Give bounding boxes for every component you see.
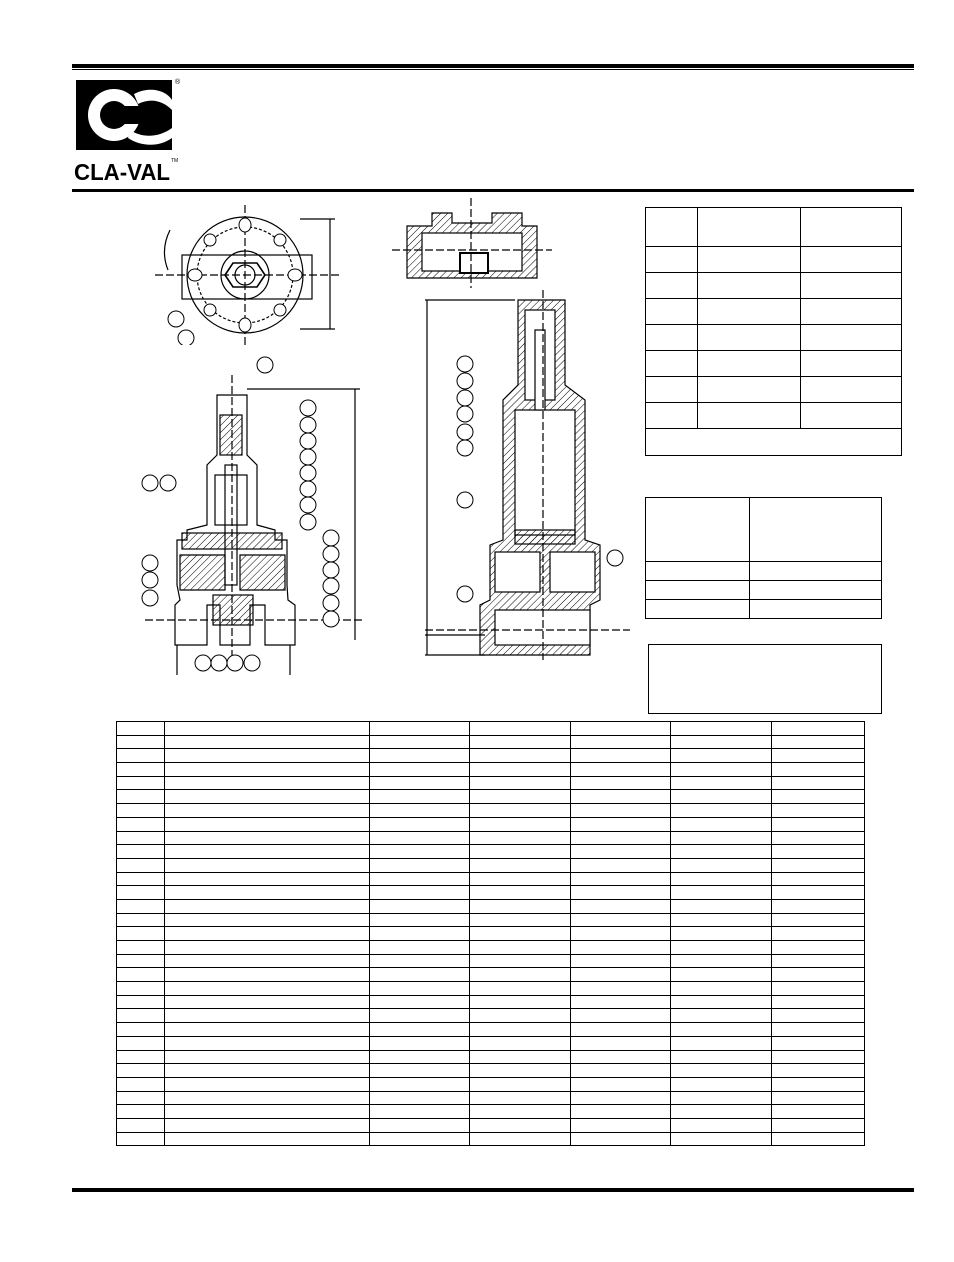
table-cell (470, 845, 571, 859)
table-cell (571, 1023, 671, 1037)
table-cell (671, 1091, 772, 1105)
table-cell (165, 927, 370, 941)
table-cell (470, 913, 571, 927)
footer-rule (72, 1188, 914, 1192)
table-cell (772, 1050, 865, 1064)
table-cell (165, 1091, 370, 1105)
table-cell (772, 749, 865, 763)
table-row (117, 749, 865, 763)
table-cell (571, 831, 671, 845)
table-cell (117, 763, 165, 777)
table-cell (470, 954, 571, 968)
table-cell (165, 899, 370, 913)
table-row (117, 1118, 865, 1132)
table-cell (671, 722, 772, 736)
table-cell (470, 899, 571, 913)
table-cell (571, 1050, 671, 1064)
table-row (117, 941, 865, 955)
table-cell (165, 749, 370, 763)
table-cell (117, 804, 165, 818)
table-cell (671, 817, 772, 831)
table-cell (370, 927, 470, 941)
table-cell (370, 1009, 470, 1023)
table-cell (165, 1009, 370, 1023)
table-row (117, 1105, 865, 1119)
table-cell (772, 735, 865, 749)
table-cell (470, 995, 571, 1009)
table-cell (117, 886, 165, 900)
table-cell (772, 913, 865, 927)
table-row (117, 845, 865, 859)
table-cell (370, 941, 470, 955)
table-cell (117, 995, 165, 1009)
table-cell (370, 735, 470, 749)
table-cell (117, 831, 165, 845)
table-cell (671, 1036, 772, 1050)
table-cell (165, 995, 370, 1009)
table-cell (671, 1118, 772, 1132)
table-cell (671, 899, 772, 913)
table-cell (772, 954, 865, 968)
table-cell (470, 968, 571, 982)
table-cell (470, 831, 571, 845)
table-row (117, 954, 865, 968)
table-cell (772, 1064, 865, 1078)
table-cell (370, 982, 470, 996)
table-cell (117, 982, 165, 996)
table-cell (165, 872, 370, 886)
table-cell (571, 913, 671, 927)
table-cell (470, 735, 571, 749)
svg-text:TM: TM (171, 158, 179, 164)
table-cell (571, 722, 671, 736)
callout-circle (168, 311, 184, 327)
table-cell (117, 927, 165, 941)
table-cell (571, 995, 671, 1009)
table-cell (772, 1105, 865, 1119)
table-cell (165, 1105, 370, 1119)
table-row (117, 858, 865, 872)
table-cell (772, 1132, 865, 1146)
cla-val-logo (74, 76, 186, 186)
table-cell (117, 1105, 165, 1119)
table-cell (470, 941, 571, 955)
table-cell (671, 845, 772, 859)
valve-section-view-right-drawing (415, 290, 630, 660)
table-row (117, 968, 865, 982)
table-cell (772, 982, 865, 996)
table-row (117, 1132, 865, 1146)
table-cell (772, 831, 865, 845)
table-cell (571, 735, 671, 749)
table-cell (671, 776, 772, 790)
table-cell (470, 872, 571, 886)
table-cell (571, 845, 671, 859)
table-cell (671, 763, 772, 777)
table-cell (165, 982, 370, 996)
valve-port-view-drawing (392, 198, 552, 288)
table-cell (671, 872, 772, 886)
table-cell (117, 1009, 165, 1023)
table-cell (165, 941, 370, 955)
table-cell (370, 1091, 470, 1105)
table-cell (165, 913, 370, 927)
svg-text:®: ® (175, 79, 181, 86)
table-cell (571, 954, 671, 968)
table-cell (571, 968, 671, 982)
table-cell (571, 872, 671, 886)
table-cell (470, 982, 571, 996)
table-cell (571, 1105, 671, 1119)
table-cell (117, 722, 165, 736)
table-cell (370, 749, 470, 763)
table-row (117, 886, 865, 900)
table-cell (671, 749, 772, 763)
table-cell (772, 1023, 865, 1037)
table-cell (571, 941, 671, 955)
note-box (648, 644, 882, 714)
table-cell (772, 1077, 865, 1091)
table-cell (470, 763, 571, 777)
table-cell (671, 1077, 772, 1091)
table-cell (571, 776, 671, 790)
table-cell (370, 1064, 470, 1078)
table-cell (571, 749, 671, 763)
table-cell (370, 817, 470, 831)
table-cell (671, 941, 772, 955)
table-cell (470, 858, 571, 872)
secondary-table (645, 497, 882, 619)
table-cell (117, 899, 165, 913)
table-cell (370, 1077, 470, 1091)
table-cell (117, 858, 165, 872)
table-cell (772, 1091, 865, 1105)
table-row (117, 1036, 865, 1050)
table-cell (772, 817, 865, 831)
table-cell (370, 968, 470, 982)
table-cell (671, 1050, 772, 1064)
table-cell (671, 831, 772, 845)
table-cell (165, 1077, 370, 1091)
table-cell (772, 927, 865, 941)
parts-list-table (116, 721, 865, 1146)
table-cell (117, 1050, 165, 1064)
table-row (117, 1064, 865, 1078)
table-cell (117, 735, 165, 749)
table-row (117, 763, 865, 777)
table-cell (671, 858, 772, 872)
table-cell (571, 899, 671, 913)
table-cell (117, 1036, 165, 1050)
table-cell (165, 735, 370, 749)
table-cell (571, 1009, 671, 1023)
dimension-table (645, 207, 902, 456)
table-cell (370, 831, 470, 845)
table-cell (117, 776, 165, 790)
table-cell (671, 1132, 772, 1146)
table-cell (571, 927, 671, 941)
table-cell (772, 1036, 865, 1050)
table-cell (117, 749, 165, 763)
table-cell (117, 790, 165, 804)
table-row (117, 995, 865, 1009)
table-cell (671, 1064, 772, 1078)
logo-wordmark: CLA-VAL (74, 159, 170, 185)
table-cell (370, 1118, 470, 1132)
table-cell (370, 763, 470, 777)
table-cell (370, 872, 470, 886)
table-cell (165, 790, 370, 804)
table-cell (571, 858, 671, 872)
table-cell (470, 1050, 571, 1064)
table-cell (772, 995, 865, 1009)
table-cell (117, 1091, 165, 1105)
table-cell (671, 804, 772, 818)
table-cell (370, 1132, 470, 1146)
table-cell (165, 1118, 370, 1132)
table-cell (117, 954, 165, 968)
table-row (117, 1023, 865, 1037)
table-cell (772, 968, 865, 982)
table-cell (165, 722, 370, 736)
table-cell (165, 1036, 370, 1050)
table-cell (370, 790, 470, 804)
table-row (117, 735, 865, 749)
table-cell (370, 995, 470, 1009)
table-cell (370, 776, 470, 790)
table-cell (117, 913, 165, 927)
table-cell (117, 1118, 165, 1132)
table-cell (470, 1118, 571, 1132)
table-row (117, 872, 865, 886)
table-row (117, 722, 865, 736)
table-cell (117, 817, 165, 831)
table-cell (165, 954, 370, 968)
table-cell (165, 858, 370, 872)
table-cell (772, 872, 865, 886)
table-cell (671, 886, 772, 900)
table-cell (470, 1077, 571, 1091)
table-cell (470, 776, 571, 790)
table-cell (671, 968, 772, 982)
table-row (117, 982, 865, 996)
table-row (117, 927, 865, 941)
table-row (117, 913, 865, 927)
table-row (117, 1091, 865, 1105)
table-row (117, 1050, 865, 1064)
callout-circle (178, 330, 194, 345)
table-cell (470, 1023, 571, 1037)
table-cell (671, 790, 772, 804)
table-cell (571, 886, 671, 900)
table-row (117, 790, 865, 804)
table-row (117, 1009, 865, 1023)
table-row (117, 899, 865, 913)
table-row (117, 817, 865, 831)
table-cell (671, 735, 772, 749)
table-cell (671, 995, 772, 1009)
valve-top-view-drawing (150, 205, 350, 345)
table-cell (671, 1009, 772, 1023)
table-cell (470, 886, 571, 900)
table-cell (117, 845, 165, 859)
table-cell (571, 763, 671, 777)
table-cell (470, 1091, 571, 1105)
table-cell (370, 954, 470, 968)
table-cell (165, 1064, 370, 1078)
table-cell (370, 845, 470, 859)
table-row (117, 776, 865, 790)
header-rule-bottom (72, 189, 914, 192)
table-cell (671, 1105, 772, 1119)
table-cell (772, 776, 865, 790)
table-cell (571, 790, 671, 804)
table-cell (165, 1023, 370, 1037)
table-cell (370, 913, 470, 927)
table-cell (772, 804, 865, 818)
table-cell (165, 886, 370, 900)
table-cell (671, 913, 772, 927)
table-cell (370, 804, 470, 818)
table-cell (772, 858, 865, 872)
table-cell (165, 831, 370, 845)
table-row (117, 804, 865, 818)
table-cell (571, 1118, 671, 1132)
table-cell (671, 954, 772, 968)
table-cell (772, 1118, 865, 1132)
table-cell (470, 1064, 571, 1078)
table-cell (117, 1077, 165, 1091)
valve-section-view-drawing (135, 355, 375, 680)
table-cell (470, 1009, 571, 1023)
table-cell (117, 1132, 165, 1146)
table-cell (772, 899, 865, 913)
table-cell (370, 1023, 470, 1037)
table-cell (470, 749, 571, 763)
table-cell (772, 763, 865, 777)
table-cell (470, 804, 571, 818)
table-cell (165, 817, 370, 831)
table-cell (165, 1132, 370, 1146)
header-rule-thin (72, 69, 914, 70)
table-cell (571, 982, 671, 996)
table-cell (772, 722, 865, 736)
table-cell (165, 968, 370, 982)
table-cell (671, 927, 772, 941)
table-cell (571, 817, 671, 831)
table-cell (571, 1064, 671, 1078)
table-cell (165, 763, 370, 777)
table-row (117, 831, 865, 845)
header-rule-thick (72, 64, 914, 68)
table-row (117, 1077, 865, 1091)
table-cell (370, 1105, 470, 1119)
table-cell (117, 872, 165, 886)
table-cell (470, 790, 571, 804)
table-cell (370, 1036, 470, 1050)
table-cell (117, 1023, 165, 1037)
table-cell (571, 804, 671, 818)
table-cell (470, 817, 571, 831)
table-cell (470, 1105, 571, 1119)
table-cell (370, 899, 470, 913)
table-cell (772, 886, 865, 900)
table-cell (165, 845, 370, 859)
table-cell (165, 804, 370, 818)
table-cell (571, 1132, 671, 1146)
table-cell (370, 722, 470, 736)
table-cell (470, 927, 571, 941)
table-cell (165, 776, 370, 790)
table-cell (772, 845, 865, 859)
table-cell (370, 858, 470, 872)
table-cell (571, 1077, 671, 1091)
table-cell (165, 1050, 370, 1064)
table-cell (117, 941, 165, 955)
table-cell (117, 968, 165, 982)
table-cell (772, 1009, 865, 1023)
table-cell (772, 790, 865, 804)
table-cell (470, 1132, 571, 1146)
table-cell (772, 941, 865, 955)
table-cell (671, 1023, 772, 1037)
table-cell (470, 722, 571, 736)
table-cell (571, 1091, 671, 1105)
table-cell (370, 1050, 470, 1064)
table-cell (571, 1036, 671, 1050)
table-cell (470, 1036, 571, 1050)
table-cell (370, 886, 470, 900)
table-cell (117, 1064, 165, 1078)
table-cell (671, 982, 772, 996)
